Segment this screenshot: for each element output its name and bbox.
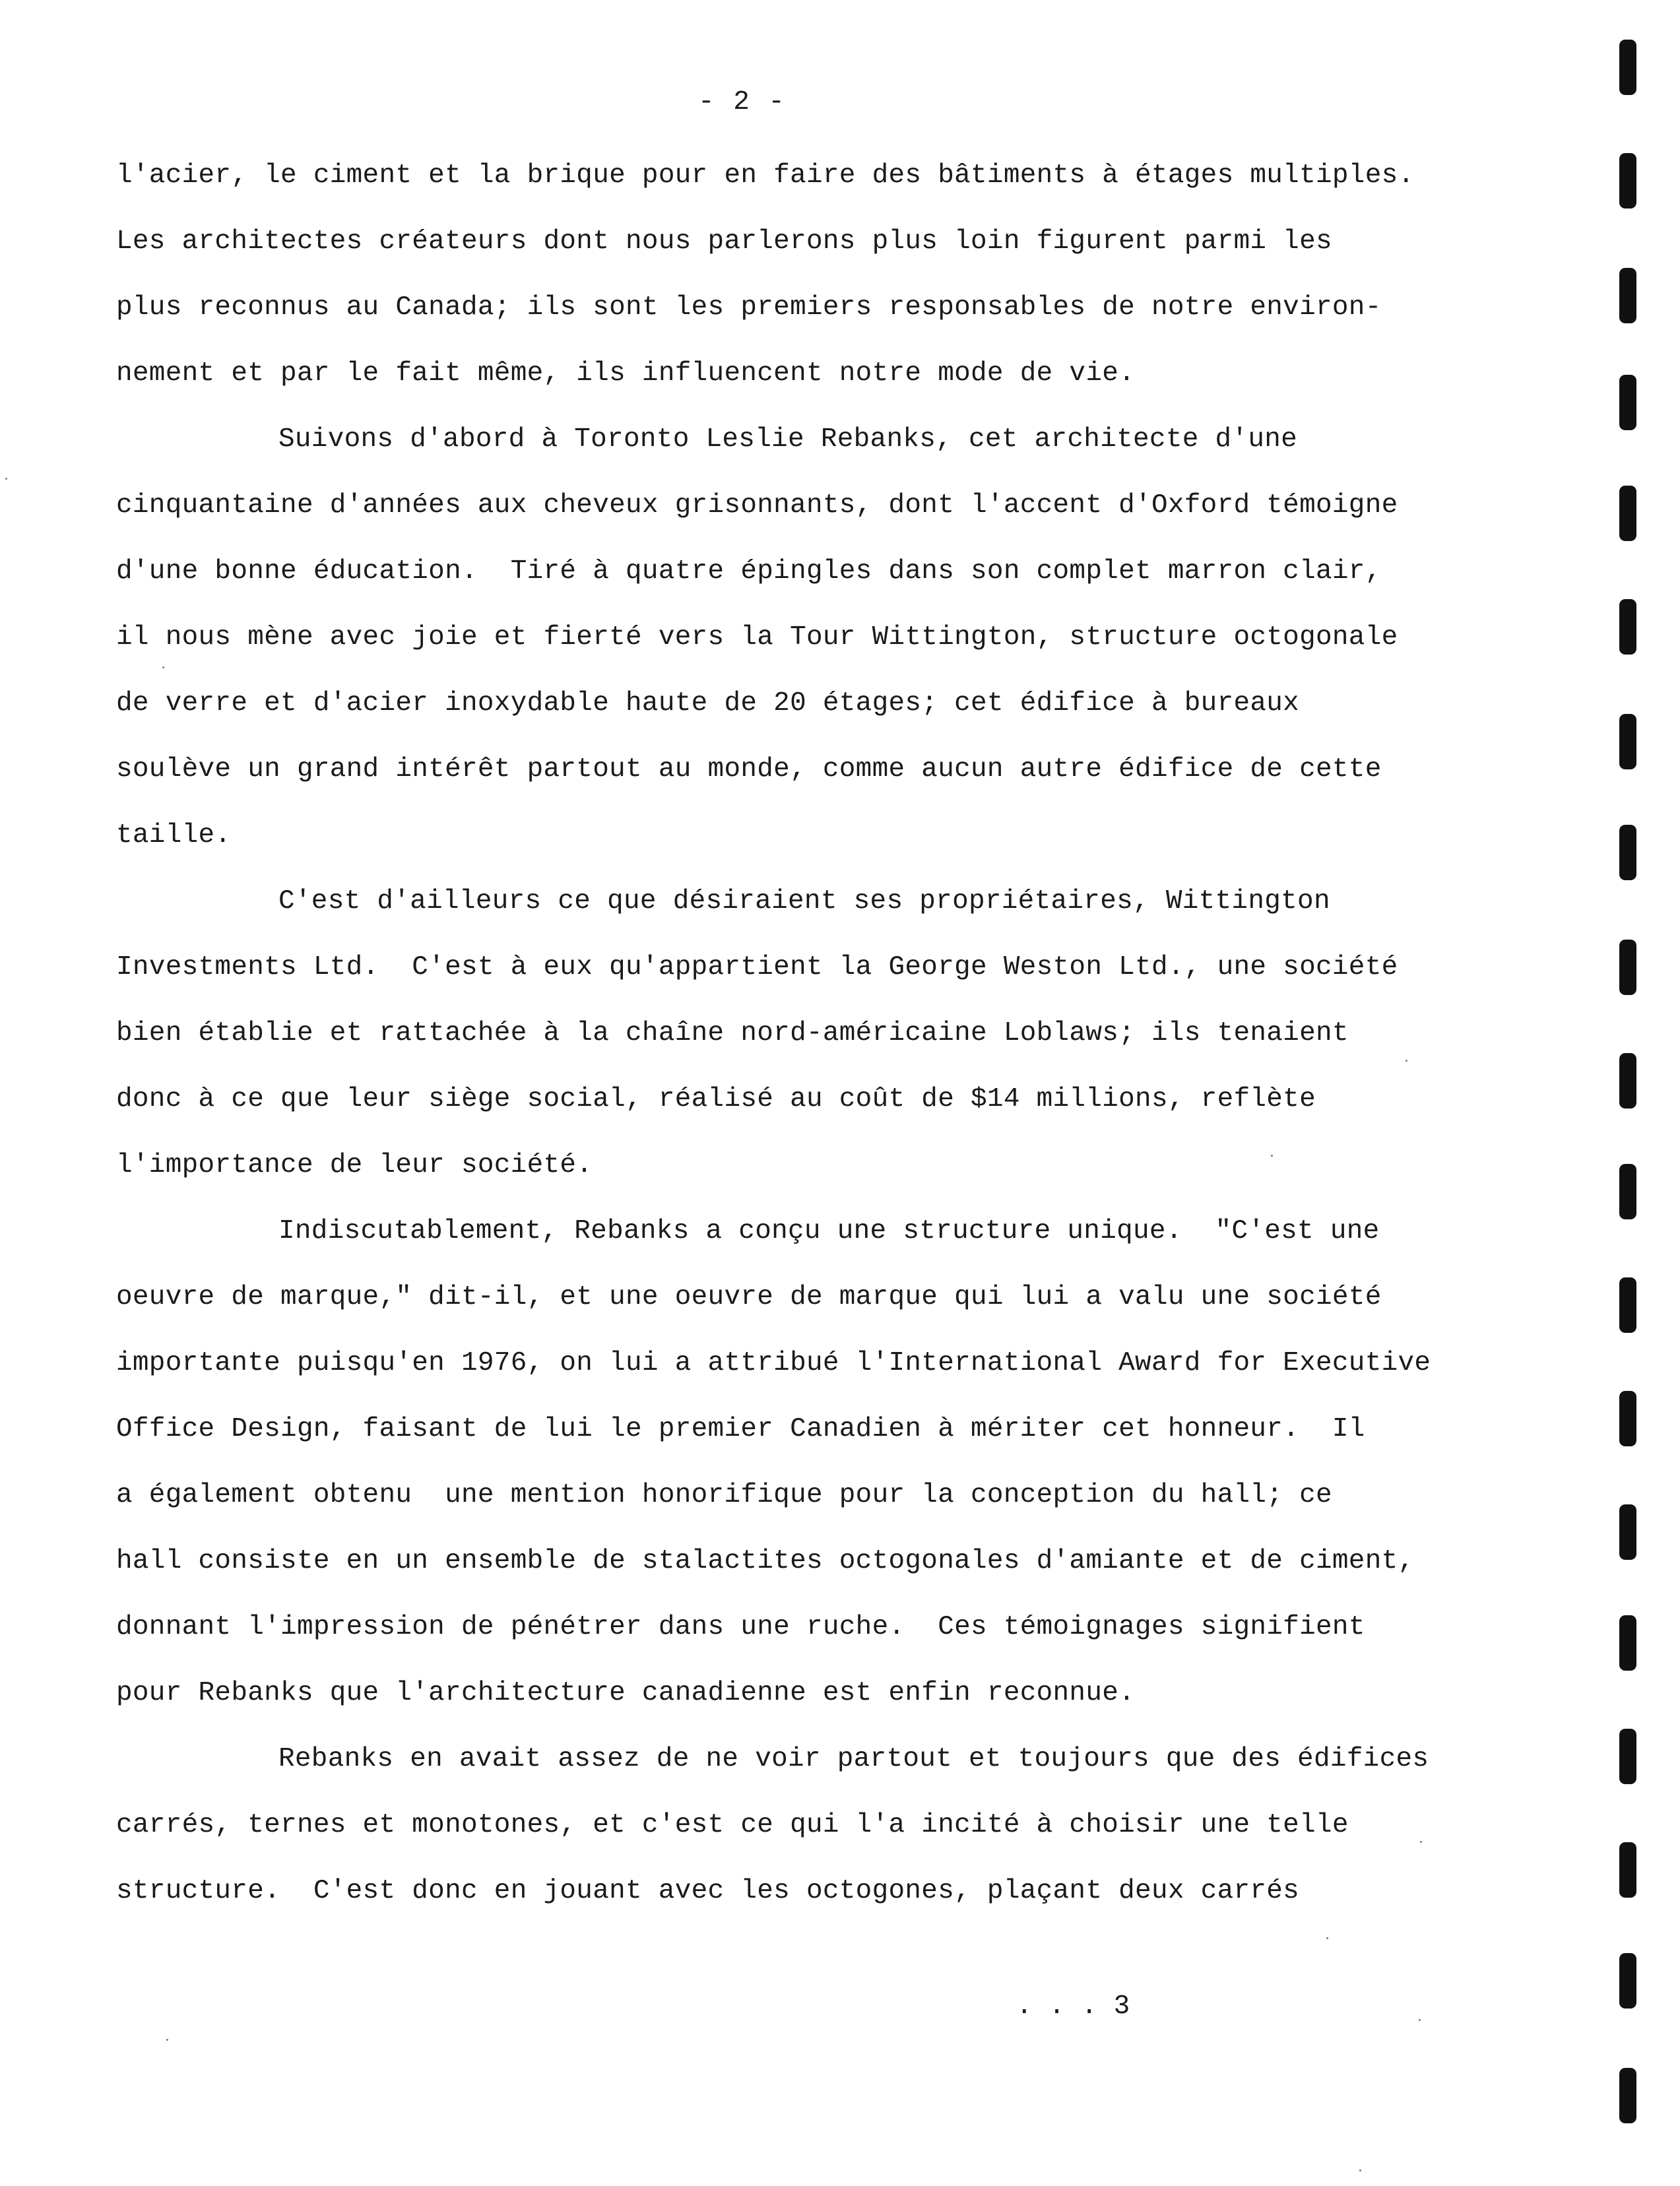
text-line: Indiscutablement, Rebanks a conçu une structure unique. "C'est une	[278, 1216, 1380, 1246]
text-line: C'est d'ailleurs ce que désiraient ses propriétaires, Wittington	[278, 886, 1330, 916]
scan-speck	[1326, 1937, 1328, 1939]
text-line: d'une bonne éducation. Tiré à quatre épingles dans son complet marron clair,	[116, 556, 1382, 587]
binding-hole-icon	[1619, 153, 1636, 209]
scan-speck	[162, 666, 164, 668]
scan-speck	[1271, 1155, 1273, 1157]
text-line: pour Rebanks que l'architecture canadienne est enfin reconnue.	[116, 1678, 1136, 1708]
text-line: carrés, ternes et monotones, et c'est ce qui l'a incité à choisir une telle	[116, 1810, 1349, 1840]
text-line: bien établie et rattachée à la chaîne nord-américaine Loblaws; ils tenaient	[116, 1018, 1349, 1048]
scan-speck	[5, 478, 7, 480]
binding-hole-icon	[1619, 1053, 1636, 1109]
binding-hole-icon	[1619, 40, 1636, 95]
binding-hole-icon	[1619, 1842, 1636, 1898]
text-line: a également obtenu une mention honorifique pour la conception du hall; ce	[116, 1480, 1332, 1510]
binding-hole-icon	[1619, 1615, 1636, 1671]
text-line: Investments Ltd. C'est à eux qu'appartient la George Weston Ltd., une société	[116, 952, 1398, 982]
binding-holes-strip	[1588, 0, 1680, 2186]
scan-speck	[166, 2039, 168, 2041]
binding-hole-icon	[1619, 599, 1636, 655]
binding-hole-icon	[1619, 486, 1636, 541]
text-line: Suivons d'abord à Toronto Leslie Rebanks, cet architecte d'une	[278, 424, 1298, 455]
scan-speck	[1405, 1060, 1407, 1062]
binding-hole-icon	[1619, 1391, 1636, 1446]
text-line: nement et par le fait même, ils influencent notre mode de vie.	[116, 358, 1136, 389]
binding-hole-icon	[1619, 375, 1636, 430]
text-line: soulève un grand intérêt partout au monde, comme aucun autre édifice de cette	[116, 754, 1382, 785]
text-line: importante puisqu'en 1976, on lui a attribué l'International Award for Executive	[116, 1348, 1431, 1378]
text-line: structure. C'est donc en jouant avec les octogones, plaçant deux carrés	[116, 1876, 1300, 1906]
text-line: hall consiste en un ensemble de stalactites octogonales d'amiante et de ciment,	[116, 1546, 1415, 1576]
text-line: cinquantaine d'années aux cheveux grisonnants, dont l'accent d'Oxford témoigne	[116, 490, 1398, 521]
binding-hole-icon	[1619, 940, 1636, 995]
text-line: de verre et d'acier inoxydable haute de 20 étages; cet édifice à bureaux	[116, 688, 1300, 719]
text-line: plus reconnus au Canada; ils sont les premiers responsables de notre environ-	[116, 292, 1382, 323]
text-line: Rebanks en avait assez de ne voir partout et toujours que des édifices	[278, 1744, 1429, 1774]
binding-hole-icon	[1619, 268, 1636, 323]
scan-speck	[1359, 2170, 1361, 2171]
text-line: oeuvre de marque," dit-il, et une oeuvre de marque qui lui a valu une société	[116, 1282, 1382, 1312]
text-line: Office Design, faisant de lui le premier Canadien à mériter cet honneur. Il	[116, 1414, 1365, 1444]
scan-speck	[1419, 2019, 1421, 2021]
text-line: donnant l'impression de pénétrer dans une ruche. Ces témoignages signifient	[116, 1612, 1365, 1642]
binding-hole-icon	[1619, 2068, 1636, 2123]
text-line: l'importance de leur société.	[116, 1150, 593, 1180]
scan-speck	[1420, 1841, 1422, 1843]
binding-hole-icon	[1619, 825, 1636, 880]
binding-hole-icon	[1619, 1164, 1636, 1219]
text-line: Les architectes créateurs dont nous parlerons plus loin figurent parmi les	[116, 226, 1332, 257]
binding-hole-icon	[1619, 1953, 1636, 2009]
binding-hole-icon	[1619, 1729, 1636, 1784]
binding-hole-icon	[1619, 1277, 1636, 1333]
text-line: taille.	[116, 820, 232, 851]
binding-hole-icon	[1619, 1504, 1636, 1560]
text-line: donc à ce que leur siège social, réalisé au coût de $14 millions, reflète	[116, 1084, 1316, 1114]
text-line: l'acier, le ciment et la brique pour en faire des bâtiments à étages multiples.	[116, 160, 1415, 191]
continuation-marker: . . . 3	[1016, 1991, 1130, 2022]
page-number: - 2 -	[698, 87, 787, 117]
binding-hole-icon	[1619, 714, 1636, 769]
text-line: il nous mène avec joie et fierté vers la Tour Wittington, structure octogonale	[116, 622, 1398, 653]
